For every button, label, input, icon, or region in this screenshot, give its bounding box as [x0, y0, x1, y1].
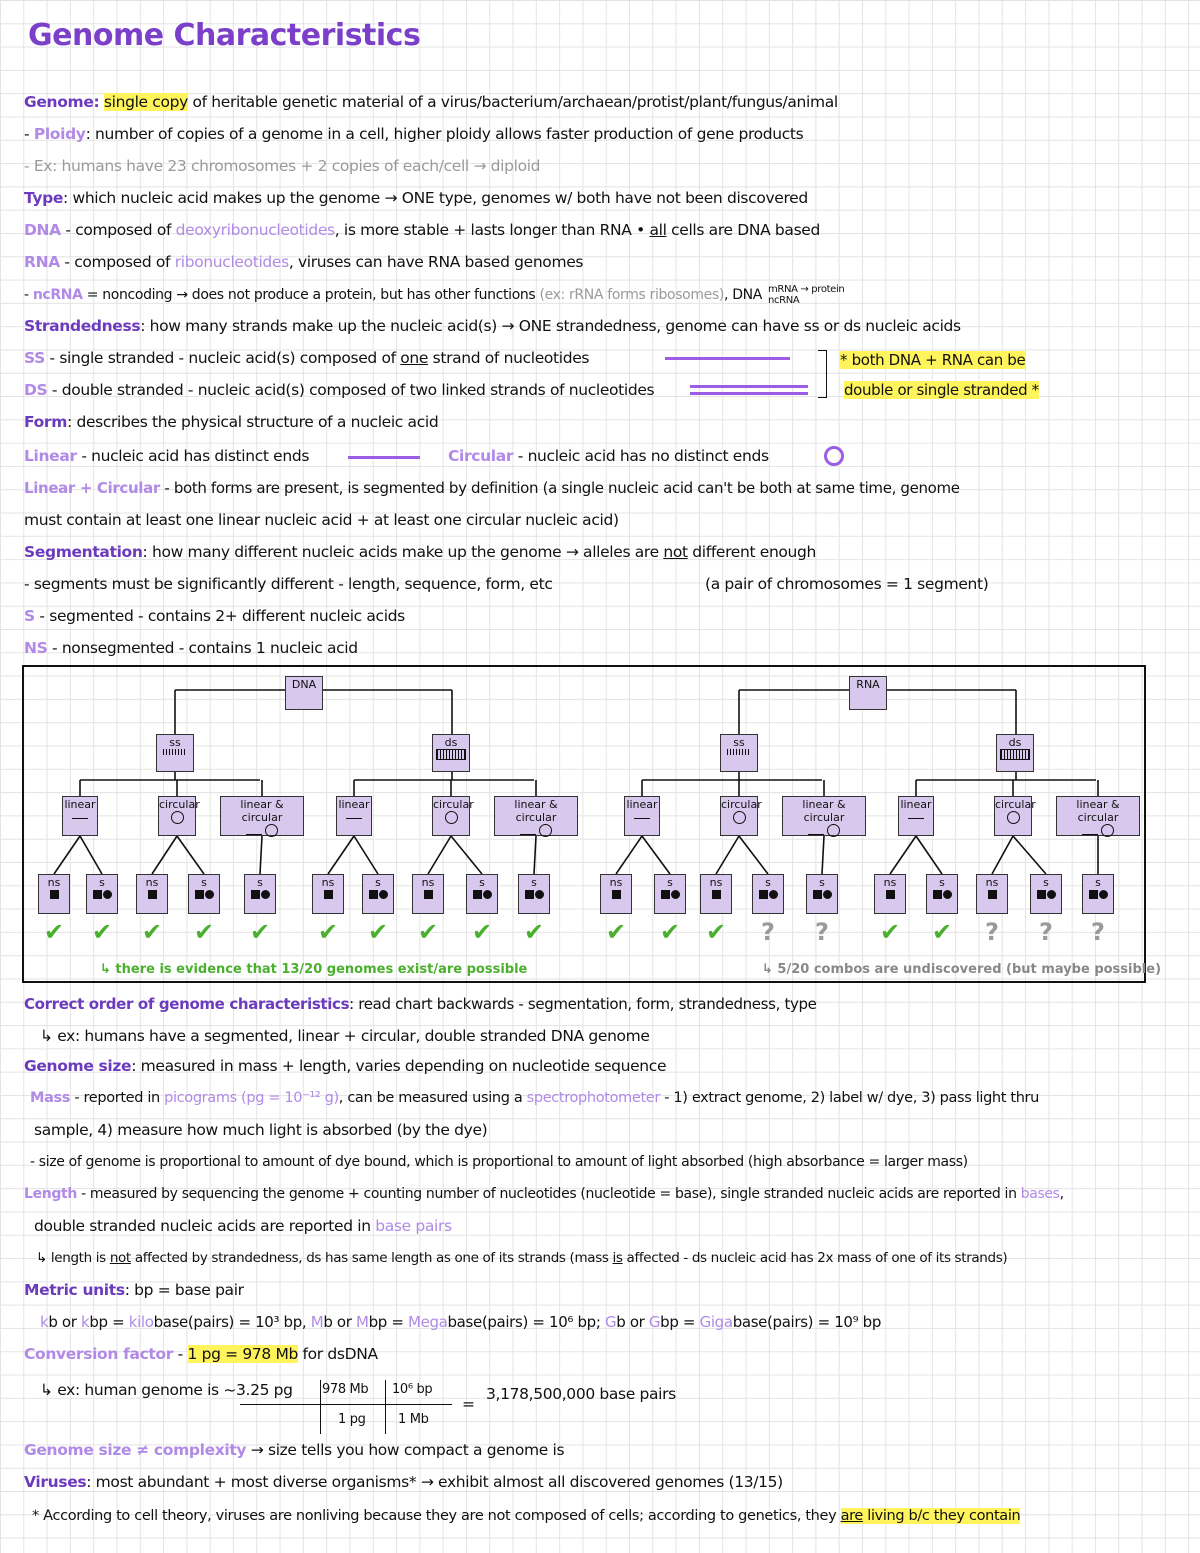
node-form-1-1 — [62, 796, 98, 836]
node-seg-16 — [874, 874, 906, 914]
node-seg-20 — [1082, 874, 1114, 914]
question-icon: ? — [985, 918, 999, 946]
term-base-pairs: base pairs — [375, 1217, 452, 1235]
node-seg-7 — [362, 874, 394, 914]
node-seg-2-glyph — [87, 889, 117, 902]
node-form-2-3 — [494, 796, 578, 836]
connector-line — [328, 836, 354, 874]
node-seg-15-glyph — [807, 889, 837, 902]
text: of heritable genetic material of a virus/bacterium/archaean/protist/plant/fungus/animal — [187, 93, 838, 111]
question-icon: ? — [1091, 918, 1105, 946]
node-form-4-1-glyph — [899, 811, 933, 824]
text-one: one — [400, 349, 429, 367]
text-all: all — [649, 221, 667, 239]
node-seg-1-glyph — [39, 889, 69, 902]
line-size — [24, 1056, 666, 1076]
text-not-2: not — [109, 1250, 131, 1266]
fraction-line — [240, 1404, 452, 1405]
node-strand-3-glyph — [721, 749, 757, 755]
term-deoxyribonucleotides: deoxyribonucleotides — [175, 221, 335, 239]
text: - composed of — [59, 253, 175, 271]
term-mass: Mass — [30, 1090, 71, 1106]
note-undiscovered: ↳ 5/20 combos are undiscovered (but maybe possible) — [762, 962, 1162, 977]
text: - single stranded - nucleic acid(s) composed of — [44, 349, 401, 367]
question-icon: ? — [1039, 918, 1053, 946]
node-seg-2 — [86, 874, 118, 914]
node-seg-15 — [806, 874, 838, 914]
line-mass-cont: sample, 4) measure how much light is absorbed (by the dye) — [34, 1121, 488, 1139]
line-footnote — [32, 1506, 1020, 1526]
node-form-1-1-glyph — [63, 811, 97, 824]
text: G — [604, 1313, 617, 1331]
conv-den-2: 1 Mb — [398, 1412, 429, 1427]
line-order-ex: ↳ ex: humans have a segmented, linear + circular, double stranded DNA genome — [40, 1027, 650, 1045]
connector-line — [80, 836, 102, 874]
text: affected by strandedness, ds has same length as one of its strands (mass — [130, 1250, 613, 1266]
term-segmentation: Segmentation — [24, 543, 143, 561]
term-linear: Linear — [24, 447, 77, 465]
text: Mega — [408, 1313, 448, 1331]
node-seg-14-label: s — [765, 876, 771, 889]
text: strand of nucleotides — [428, 349, 590, 367]
check-icon: ✔ — [417, 918, 439, 946]
text: = noncoding → does not produce a protein, but has other functions — [82, 287, 540, 303]
text: , can be measured using a — [338, 1090, 527, 1106]
check-icon: ✔ — [471, 918, 493, 946]
text: , DNA — [724, 287, 762, 303]
line-viruses — [24, 1472, 783, 1492]
text: : how many different nucleic acids make up the genome → alleles are — [142, 543, 664, 561]
node-seg-17-glyph — [927, 889, 957, 902]
line-conv-ex: ↳ ex: human genome is ~3.25 pg — [40, 1381, 293, 1399]
connector-line — [534, 836, 536, 874]
node-seg-11 — [600, 874, 632, 914]
check-icon: ✔ — [659, 918, 681, 946]
node-seg-4-label: s — [201, 876, 207, 889]
text: , is more stable + lasts longer than RNA • — [334, 221, 650, 239]
node-strand-1-glyph — [157, 749, 193, 755]
connector-line — [451, 836, 482, 874]
text-both-2: double or single stranded * — [844, 381, 1039, 399]
node-seg-10 — [518, 874, 550, 914]
text-footnote-end: living b/c they contain — [863, 1508, 1021, 1524]
text: : bp = base pair — [124, 1281, 244, 1299]
node-seg-13-glyph — [701, 889, 731, 902]
node-strand-2 — [432, 734, 470, 772]
term-size: Genome size — [24, 1057, 132, 1075]
check-icon: ✔ — [367, 918, 389, 946]
node-seg-18 — [976, 874, 1008, 914]
line-conversion — [24, 1344, 378, 1364]
node-form-4-1 — [898, 796, 934, 836]
text: - composed of — [60, 221, 176, 239]
text: : number of copies of a genome in a cell, higher ploidy allows faster production of gene products — [85, 125, 804, 143]
connector-line — [716, 836, 739, 874]
line-segments: - segments must be significantly different - length, sequence, form, etc — [24, 575, 553, 593]
node-form-1-2 — [158, 796, 200, 836]
text: - nucleic acid has distinct ends — [76, 447, 310, 465]
node-seg-20-glyph — [1083, 889, 1113, 902]
node-seg-7-label: s — [375, 876, 381, 889]
term-complexity: Genome size ≠ complexity — [24, 1441, 247, 1459]
node-seg-6 — [312, 874, 344, 914]
text: : most abundant + most diverse organisms* → exhibit almost all discovered genomes (13/15) — [86, 1473, 783, 1491]
node-form-2-2-label: circular — [433, 798, 474, 811]
node-strand-4-label: ds — [1008, 736, 1022, 749]
node-seg-19-label: s — [1043, 876, 1049, 889]
text-are: are — [840, 1508, 863, 1524]
node-rna-label: RNA — [856, 678, 880, 691]
text: base(pairs) = 10⁶ bp; — [447, 1313, 605, 1331]
node-seg-7-glyph — [363, 889, 393, 902]
term-ncrna: ncRNA — [32, 287, 83, 303]
node-form-2-3-label: linear & circular — [514, 798, 558, 824]
text: - nonsegmented - contains 1 nucleic acid — [47, 639, 358, 657]
node-form-2-2-glyph — [433, 811, 469, 827]
node-form-4-3 — [1056, 796, 1140, 836]
node-seg-19-glyph — [1031, 889, 1061, 902]
node-seg-9 — [466, 874, 498, 914]
fraction-divider-2 — [385, 1380, 386, 1434]
node-seg-4 — [188, 874, 220, 914]
text: : which nucleic acid makes up the genome → ONE type, genomes w/ both have not been discovered — [63, 189, 808, 207]
node-form-1-2-glyph — [159, 811, 195, 827]
text-not: not — [663, 543, 688, 561]
text-ncrna-branch: ncRNA — [767, 295, 800, 306]
node-seg-8-label: ns — [421, 876, 435, 889]
connector-line — [354, 836, 378, 874]
note-evidence: ↳ there is evidence that 13/20 genomes exist/are possible — [100, 962, 528, 977]
node-seg-13 — [700, 874, 732, 914]
text: ↳ length is — [36, 1250, 110, 1266]
node-form-1-3 — [220, 796, 304, 836]
term-order: Correct order of genome characteristics — [24, 995, 350, 1013]
connector-line — [1013, 836, 1046, 874]
question-icon: ? — [815, 918, 829, 946]
text: b or — [323, 1313, 356, 1331]
text: b or — [48, 1313, 81, 1331]
node-form-4-3-label: linear & circular — [1076, 798, 1120, 824]
node-form-3-2-glyph — [721, 811, 757, 827]
connector-line — [992, 836, 1013, 874]
text: b or — [616, 1313, 649, 1331]
line-mass-size: - size of genome is proportional to amount of dye bound, which is proportional to amount of light absorbed (high absorbance = larger mass) — [30, 1154, 968, 1170]
term-circular: Circular — [448, 447, 514, 465]
term-ribonucleotides: ribonucleotides — [174, 253, 289, 271]
check-icon: ✔ — [317, 918, 339, 946]
text-mrna: mRNA → protein — [767, 284, 845, 295]
node-seg-17 — [926, 874, 958, 914]
check-icon: ✔ — [879, 918, 901, 946]
conv-num-1: 978 Mb — [322, 1382, 369, 1397]
connector-line — [739, 836, 768, 874]
conv-num-2: 10⁶ bp — [392, 1382, 433, 1397]
node-strand-4-glyph — [997, 749, 1033, 760]
node-seg-11-glyph — [601, 889, 631, 902]
term-strandedness: Strandedness — [24, 317, 141, 335]
check-icon: ✔ — [931, 918, 953, 946]
term-linear-circular: Linear + Circular — [24, 479, 160, 497]
check-icon: ✔ — [141, 918, 163, 946]
node-seg-3-label: ns — [145, 876, 159, 889]
node-form-2-2 — [432, 796, 474, 836]
text: , viruses can have RNA based genomes — [288, 253, 584, 271]
text: - — [173, 1345, 188, 1363]
text: : measured in mass + length, varies depending on nucleotide sequence — [131, 1057, 667, 1075]
term-length: Length — [24, 1186, 77, 1202]
page-title: Genome Characteristics — [28, 18, 421, 53]
text: : how many strands make up the nucleic acid(s) → ONE strandedness, genome can have ss or ds nucleic acids — [140, 317, 961, 335]
highlight-conversion: 1 pg = 978 Mb — [187, 1345, 298, 1363]
term-type: Type — [24, 189, 64, 207]
node-form-3-2-label: circular — [721, 798, 762, 811]
node-seg-4-glyph — [189, 889, 219, 902]
node-seg-14 — [752, 874, 784, 914]
text-is: is — [612, 1250, 623, 1266]
connector-line — [152, 836, 177, 874]
node-seg-1 — [38, 874, 70, 914]
node-form-1-3-label: linear & circular — [240, 798, 284, 824]
term-dna: DNA — [24, 221, 61, 239]
node-form-2-1-glyph — [337, 811, 371, 824]
text: Giga — [699, 1313, 733, 1331]
node-seg-12 — [654, 874, 686, 914]
node-form-2-3-glyph — [495, 824, 577, 840]
text: affected - ds nucleic acid has 2x mass of one of its strands) — [622, 1250, 1008, 1266]
node-seg-19 — [1030, 874, 1062, 914]
line-length-cont — [34, 1216, 452, 1236]
text: - nucleic acid has no distinct ends — [513, 447, 769, 465]
check-icon: ✔ — [193, 918, 215, 946]
node-seg-10-glyph — [519, 889, 549, 902]
line-order — [24, 994, 817, 1014]
text: bp = — [89, 1313, 129, 1331]
node-seg-17-label: s — [939, 876, 945, 889]
node-form-3-1 — [624, 796, 660, 836]
line-lc-cont: must contain at least one linear nucleic acid + at least one circular nucleic acid) — [24, 511, 619, 529]
term-spectrophotometer: spectrophotometer — [526, 1090, 660, 1106]
check-icon: ✔ — [523, 918, 545, 946]
text: cells are DNA based — [666, 221, 820, 239]
node-form-1-3-glyph — [221, 824, 303, 840]
node-seg-16-glyph — [875, 889, 905, 902]
node-form-3-1-glyph — [625, 811, 659, 824]
connector-line — [616, 836, 642, 874]
node-form-3-3-glyph — [783, 824, 865, 840]
text: - — [24, 125, 34, 143]
check-icon: ✔ — [43, 918, 65, 946]
term-ss: SS — [24, 349, 45, 367]
term-ns: NS — [24, 639, 48, 657]
line-ex-humans: - Ex: humans have 23 chromosomes + 2 copies of each/cell → diploid — [24, 157, 541, 175]
text: - measured by sequencing the genome + counting number of nucleotides (nucleotide = base), single stranded nucleic acids are reported in — [76, 1186, 1021, 1202]
node-seg-5 — [244, 874, 276, 914]
node-strand-4 — [996, 734, 1034, 772]
node-seg-1-label: ns — [47, 876, 61, 889]
check-icon: ✔ — [605, 918, 627, 946]
text: * According to cell theory, viruses are nonliving because they are not composed of cells; according to genetics, they — [32, 1508, 841, 1524]
node-form-4-2-label: circular — [995, 798, 1036, 811]
node-seg-18-glyph — [977, 889, 1007, 902]
line-complexity — [24, 1440, 564, 1460]
node-seg-12-label: s — [667, 876, 673, 889]
text: - reported in — [70, 1090, 165, 1106]
node-form-4-2-glyph — [995, 811, 1031, 827]
node-strand-3-label: ss — [733, 736, 745, 749]
connector-line — [890, 836, 916, 874]
term-viruses: Viruses — [24, 1473, 87, 1491]
term-conversion: Conversion factor — [24, 1345, 174, 1363]
text: - double stranded - nucleic acid(s) composed of two linked strands of nucleotides — [47, 381, 655, 399]
connector-line — [428, 836, 451, 874]
text: G — [648, 1313, 661, 1331]
term-genome: Genome: — [24, 93, 100, 111]
check-icon: ✔ — [249, 918, 271, 946]
note-pair: (a pair of chromosomes = 1 segment) — [705, 575, 989, 593]
node-seg-2-label: s — [99, 876, 105, 889]
text: : describes the physical structure of a nucleic acid — [67, 413, 439, 431]
term-picograms: picograms (pg = 10⁻¹² g) — [164, 1090, 339, 1106]
node-seg-9-glyph — [467, 889, 497, 902]
node-seg-18-label: ns — [985, 876, 999, 889]
node-form-3-3 — [782, 796, 866, 836]
text: - — [24, 287, 33, 303]
node-seg-12-glyph — [655, 889, 685, 902]
node-seg-20-label: s — [1095, 876, 1101, 889]
node-seg-15-label: s — [819, 876, 825, 889]
text: k — [81, 1313, 90, 1331]
text: base(pairs) = 10³ bp, — [153, 1313, 311, 1331]
node-seg-13-label: ns — [709, 876, 723, 889]
node-seg-3-glyph — [137, 889, 167, 902]
node-seg-11-label: ns — [609, 876, 623, 889]
text: → size tells you how compact a genome is — [246, 1441, 565, 1459]
connector-line — [822, 836, 824, 874]
text: bp = — [368, 1313, 408, 1331]
check-icon: ✔ — [705, 918, 727, 946]
term-bases: bases — [1020, 1186, 1060, 1202]
node-seg-6-label: ns — [321, 876, 335, 889]
text: for dsDNA — [297, 1345, 378, 1363]
term-ds: DS — [24, 381, 48, 399]
text: - segmented - contains 2+ different nucleic acids — [34, 607, 405, 625]
term-metric: Metric units — [24, 1281, 125, 1299]
node-form-4-2 — [994, 796, 1036, 836]
text-both-1: * both DNA + RNA can be — [840, 351, 1026, 369]
term-rna: RNA — [24, 253, 60, 271]
text: base(pairs) = 10⁹ bp — [732, 1313, 882, 1331]
text: : read chart backwards - segmentation, form, strandedness, type — [349, 995, 817, 1013]
text: M — [310, 1313, 324, 1331]
connector-line — [642, 836, 670, 874]
node-form-2-1 — [336, 796, 372, 836]
conv-den-1: 1 pg — [338, 1412, 366, 1427]
node-strand-1-label: ss — [169, 736, 181, 749]
node-form-4-1-label: linear — [900, 798, 932, 811]
node-seg-16-label: ns — [883, 876, 897, 889]
fraction-divider-1 — [320, 1380, 321, 1434]
node-seg-5-glyph — [245, 889, 275, 902]
node-form-3-1-label: linear — [626, 798, 658, 811]
line-mass — [30, 1088, 1039, 1108]
node-strand-2-label: ds — [444, 736, 458, 749]
conv-result: 3,178,500,000 base pairs — [486, 1385, 676, 1403]
text: k — [40, 1313, 49, 1331]
node-dna-label: DNA — [291, 678, 317, 691]
text: different enough — [687, 543, 816, 561]
node-seg-6-glyph — [313, 889, 343, 902]
term-form: Form — [24, 413, 68, 431]
connector-line — [54, 836, 80, 874]
node-form-1-1-label: linear — [64, 798, 96, 811]
node-strand-1 — [156, 734, 194, 772]
node-strand-2-glyph — [433, 749, 469, 760]
node-form-1-2-label: circular — [159, 798, 200, 811]
term-ploidy: Ploidy — [33, 125, 86, 143]
conv-equals: = — [462, 1395, 475, 1413]
check-icon: ✔ — [91, 918, 113, 946]
text: kilo — [128, 1313, 154, 1331]
connector-line — [916, 836, 942, 874]
node-dna — [285, 676, 323, 710]
text-ncrna-example: (ex: rRNA forms ribosomes) — [539, 287, 724, 303]
node-seg-8 — [412, 874, 444, 914]
node-seg-14-glyph — [753, 889, 783, 902]
node-form-4-3-glyph — [1057, 824, 1139, 840]
node-form-3-3-label: linear & circular — [802, 798, 846, 824]
node-seg-8-glyph — [413, 889, 443, 902]
node-seg-9-label: s — [479, 876, 485, 889]
term-s: S — [24, 607, 35, 625]
text: bp = — [660, 1313, 700, 1331]
connector-line — [260, 836, 262, 874]
line-length — [24, 1184, 1064, 1204]
text: , — [1059, 1186, 1064, 1202]
line-metric — [24, 1280, 244, 1300]
node-seg-10-label: s — [531, 876, 537, 889]
node-rna — [849, 676, 887, 710]
node-seg-5-label: s — [257, 876, 263, 889]
text: M — [356, 1313, 369, 1331]
highlight-single-copy: single copy — [103, 93, 188, 111]
text: - both forms are present, is segmented by definition (a single nucleic acid can't be both at same time, genome — [159, 479, 960, 497]
connector-line — [177, 836, 204, 874]
node-seg-3 — [136, 874, 168, 914]
node-form-2-1-label: linear — [338, 798, 370, 811]
text: - 1) extract genome, 2) label w/ dye, 3) pass light thru — [659, 1090, 1039, 1106]
node-form-3-2 — [720, 796, 762, 836]
text: double stranded nucleic acids are reported in — [34, 1217, 376, 1235]
question-icon: ? — [761, 918, 775, 946]
line-length-strand — [36, 1248, 1007, 1268]
node-strand-3 — [720, 734, 758, 772]
line-kb — [40, 1312, 881, 1332]
